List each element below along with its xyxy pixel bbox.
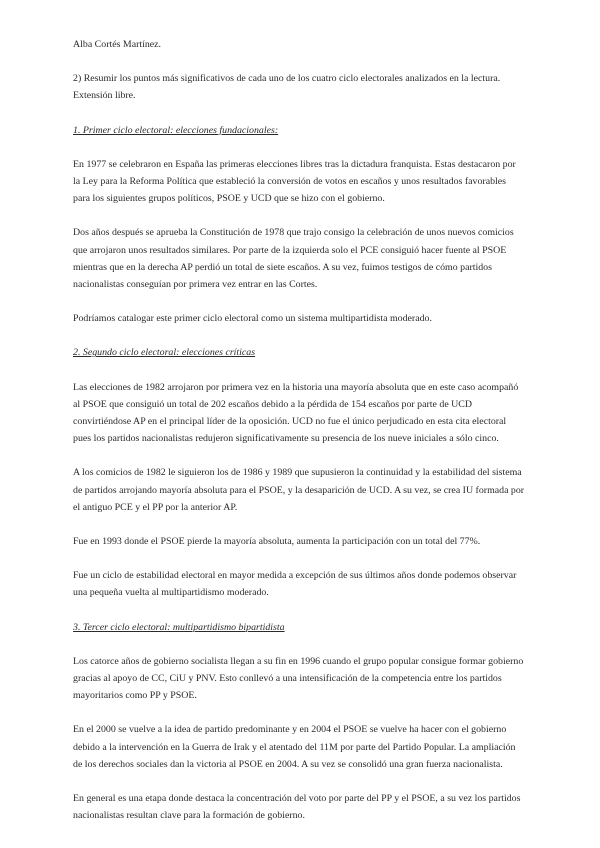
section-3-paragraph-2: En el 2000 se vuelve a la idea de partido predominante y en 2004 el PSOE se vuelve ha hacer con el gobierno debido a la intervención en la Guerra de Irak y el atentado del 11M por parte del Partido Popular. La ampliación de los derechos sociales dan la victoria al PSOE en 2004. A su vez se consolidó una gran fuerza nacionalista. xyxy=(73,724,516,770)
section-heading-1: 1. Primer ciclo electoral: elecciones fundacionales: xyxy=(73,124,279,136)
section-heading-3: 3. Tercer ciclo electoral: multipartidismo bipartidista xyxy=(73,621,285,633)
document-page xyxy=(73,36,525,842)
section-2-paragraph-2: A los comicios de 1982 le siguieron los de 1986 y 1989 que supusieron la continuidad y la estabilidad del sistema de partidos arrojando mayoría absoluta para el PSOE, y la desaparición de UCD. A su vez, se crea IU formada por el antiguo PCE y el PP por la anterior AP. xyxy=(73,467,525,513)
question-prompt: 2) Resumir los puntos más significativos de cada uno de los cuatro ciclo electorales analizados en la lectura. Extensión libre. xyxy=(73,73,501,102)
section-heading-2: 2. Segundo ciclo electoral: elecciones críticas xyxy=(73,347,256,359)
section-2-paragraph-1: Las elecciones de 1982 arrojaron por primera vez en la historia una mayoría absoluta que en este caso acompañó al PSOE que consiguió un total de 202 escaños debido a la pérdida de 154 escaños por parte de UCD convirtiéndose AP en el principal líder de la oposición. UCD no fue el único perjudicado en esta cita electoral pues los partidos nacionalistas redujeron significativamente su presencia de los nueve iniciales a sólo cinco. xyxy=(73,381,519,445)
section-1-paragraph-2: Dos años después se aprueba la Constitución de 1978 que trajo consigo la celebración de unos nuevos comicios que arrojaron unos resultados similares. Por parte de la izquierda solo el PCE consiguió hacer fuente al PSOE mientras que en la derecha AP perdió un total de siete escaños. A su vez, fuimos testigos de cómo partidos nacionalistas conseguían por primera vez entrar en las Cortes. xyxy=(73,227,514,291)
section-2-paragraph-4: Fue un ciclo de estabilidad electoral en mayor medida a excepción de sus últimos años donde podemos observar una pequeña vuelta al multipartidismo moderado. xyxy=(73,570,517,599)
section-1-paragraph-1: En 1977 se celebraron en España las primeras elecciones libres tras la dictadura franquista. Estas destacaron por la Ley para la Reforma Política que estableció la conversión de votos en escaños y unos resultados favorables para los siguientes grupos políticos, PSOE y UCD que se hizo con el gobierno. xyxy=(73,158,516,205)
author-name: Alba Cortés Martínez. xyxy=(73,39,162,50)
section-1-paragraph-3: Podríamos catalogar este primer ciclo electoral como un sistema multipartidista moderado. xyxy=(73,313,432,325)
section-3-paragraph-1: Los catorce años de gobierno socialista llegan a su fin en 1996 cuando el grupo popular consigue formar gobierno gracias al apoyo de CC, CiU y PNV. Esto conllevó a una intensificación de la competencia entre los partidos mayoritarios como PP y PSOE. xyxy=(73,655,524,702)
section-3-paragraph-3: En general es una etapa donde destaca la concentración del voto por parte del PP y el PSOE, a su vez los partidos nacionalistas resultan clave para la formación de gobierno. xyxy=(73,793,521,822)
section-2-paragraph-3: Fue en 1993 donde el PSOE pierde la mayoría absoluta, aumenta la participación con un total del 77%. xyxy=(73,536,481,548)
